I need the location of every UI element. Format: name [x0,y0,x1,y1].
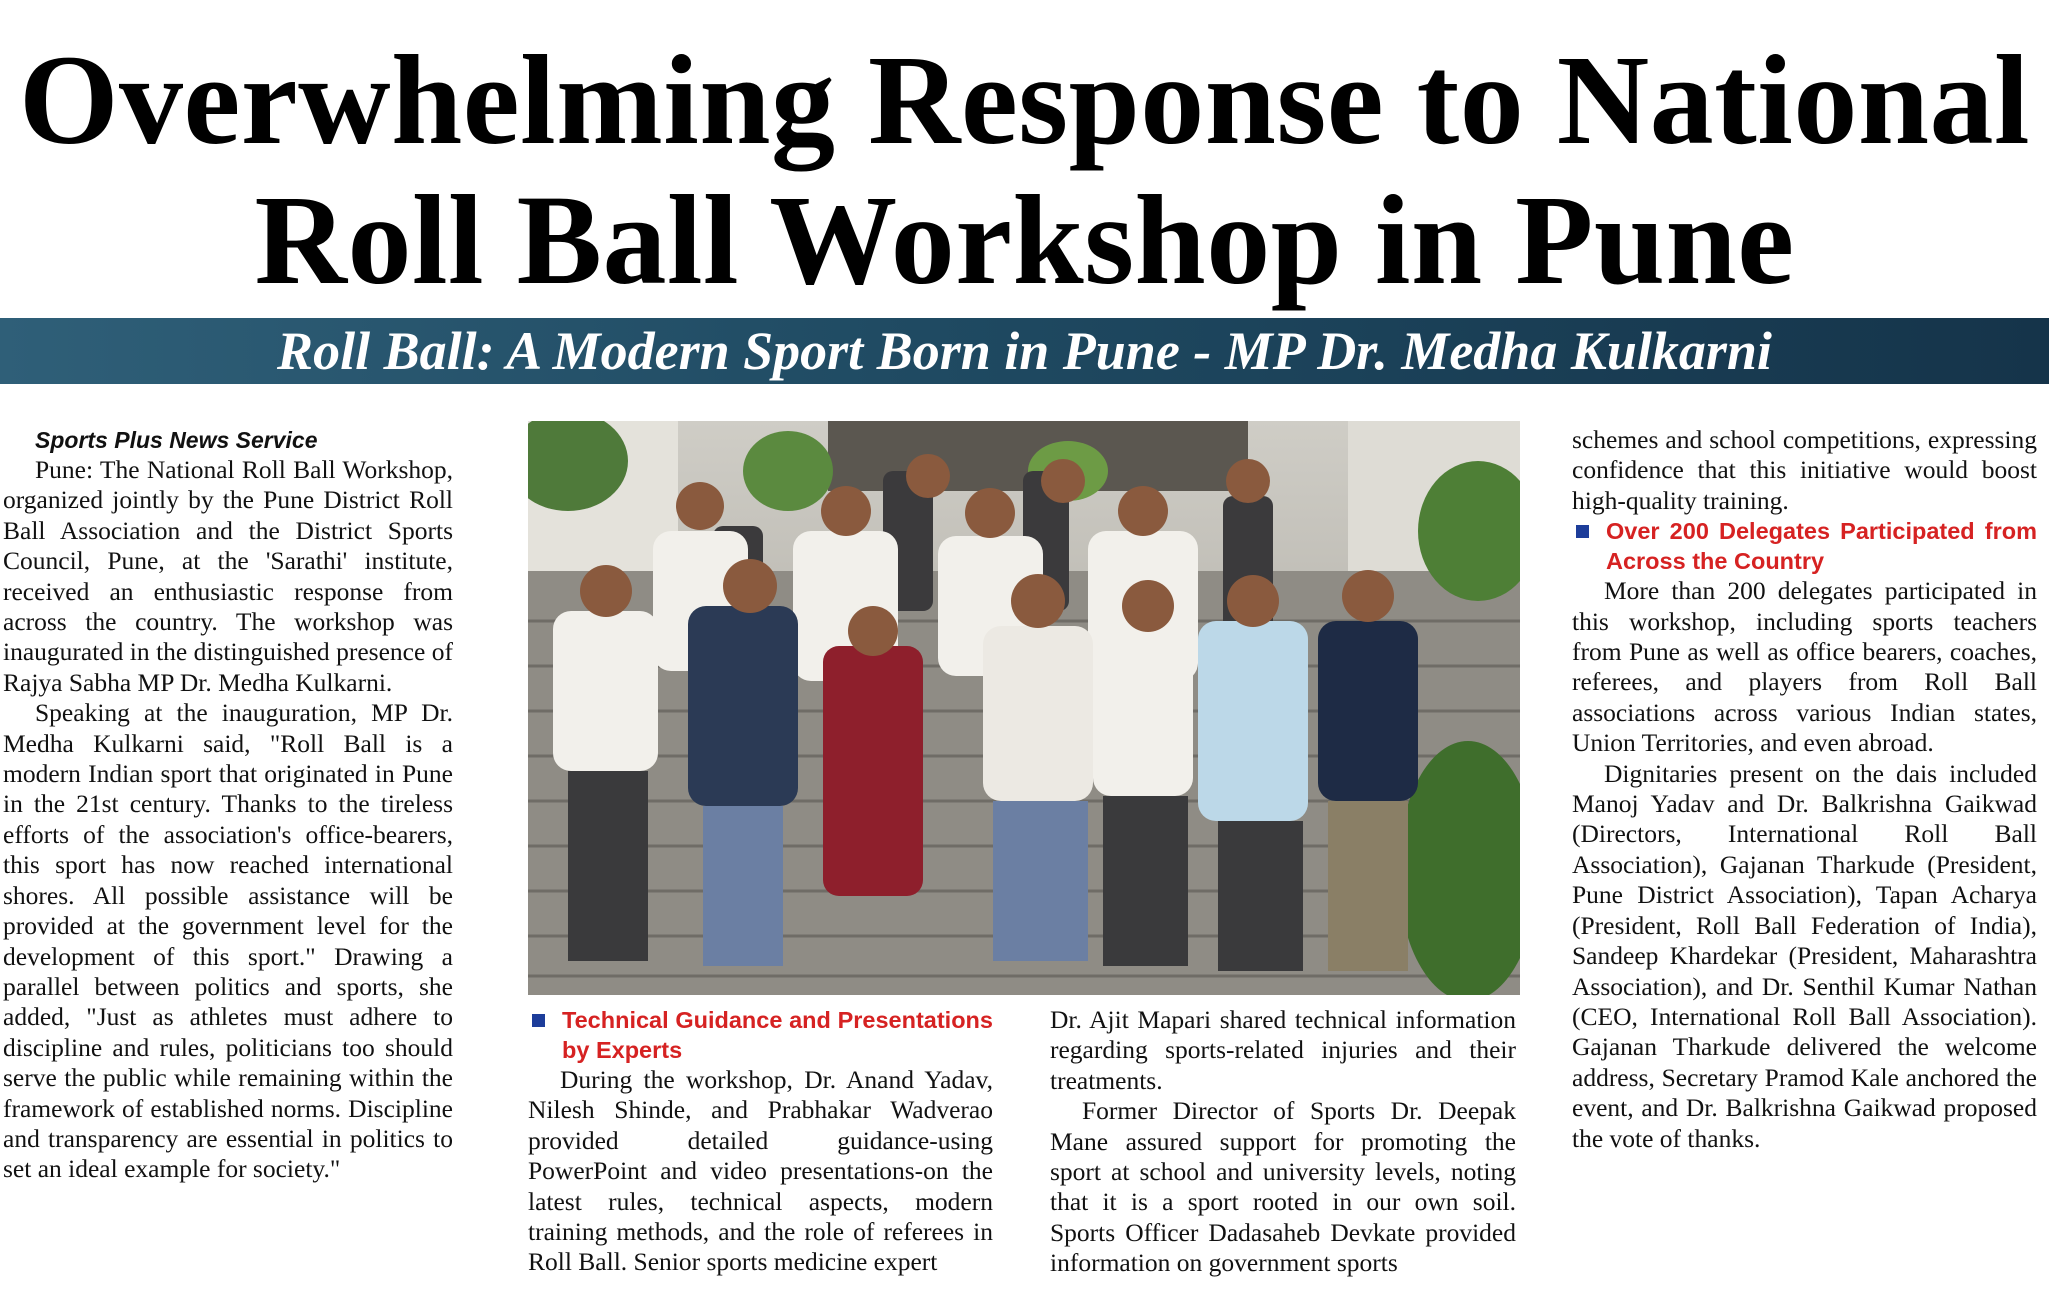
bullet-square-icon [1576,525,1589,538]
article-column-1 [3,425,453,1185]
headline-line-1: Overwhelming Response to National [18,29,2031,171]
headline-line-2: Roll Ball Workshop in Pune [254,169,1795,311]
bullet-square-icon [532,1014,545,1027]
col1-paragraph-1: Pune: The National Roll Ball Workshop, organized jointly by the Pune District Roll Ball Association and the District Sports Council, Pune, at the 'Sarathi' institute, received an enthusiastic response from across the country. The workshop was inaugurated in the distinguished presence of Rajya Sabha MP Dr. Medha Kulkarni. [3,455,453,697]
col3-paragraph-1: Dr. Ajit Mapari shared technical information regarding sports-related injuries and their treatments. [1050,1005,1516,1095]
col4-paragraph-1: More than 200 delegates participated in this workshop, including sports teachers from Pune as well as office bearers, coaches, referees, and players from Roll Ball associations across various Indian states, Union Territories, and even abroad. [1572,576,2037,758]
col2-paragraph-1: During the workshop, Dr. Anand Yadav, Nilesh Shinde, and Prabhakar Wadverao provided detailed guidance-using PowerPoint and video presentations-on the latest rules, technical aspects, modern training methods, and the role of referees in Roll Ball. Senior sports medicine expert [528,1065,993,1277]
article-column-3 [1050,1005,1516,1279]
article-headline [0,30,2049,310]
subheadline: Roll Ball: A Modern Sport Born in Pune - MP Dr. Medha Kulkarni [277,321,1772,381]
subheadline-band [0,318,2049,384]
subhead-over-200-delegates: Over 200 Delegates Participated from Across the Country [1572,516,2037,576]
col3-paragraph-2: Former Director of Sports Dr. Deepak Mane assured support for promoting the sport at school and university levels, noting that it is a sport rooted in our own soil. Sports Officer Dadasaheb Devkate provided information on government sports [1050,1096,1516,1278]
col4-paragraph-2: Dignitaries present on the dais included Manoj Yadav and Dr. Balkrishna Gaikwad (Directors, International Roll Ball Association), Gajanan Tharkude (President, Pune District Association), Tapan Acharya (President, Roll Ball Federation of India), Sandeep Khardekar (President, Maharashtra Association), and Dr. Senthil Kumar Nathan (CEO, International Roll Ball Association). Gajanan Tharkude delivered the welcome address, Secretary Pramod Kale anchored the event, and Dr. Balkrishna Gaikwad proposed the vote of thanks. [1572,758,2037,1153]
col4-paragraph-0: schemes and school competitions, expressing confidence that this initiative would boost high-quality training. [1572,425,2037,515]
byline: Sports Plus News Service [35,427,318,453]
article-column-2 [528,1005,993,1278]
col1-paragraph-2: Speaking at the inauguration, MP Dr. Medha Kulkarni said, "Roll Ball is a modern Indian sport that originated in Pune in the 21st century. Thanks to the tireless efforts of the association's office-bearers, this sport has now reached international shores. All possible assistance will be provided at the government level for the development of this sport." Drawing a parallel between politics and sports, she added, "Just as athletes must adhere to discipline and rules, politicians too should serve the public while remaining within the framework of established norms. Discipline and transparency are essential in politics to set an ideal example for society." [3,698,453,1184]
article-column-4 [1572,425,2037,1154]
group-photo [528,421,1520,995]
subhead-technical-guidance: Technical Guidance and Presentations by Experts [528,1005,993,1065]
